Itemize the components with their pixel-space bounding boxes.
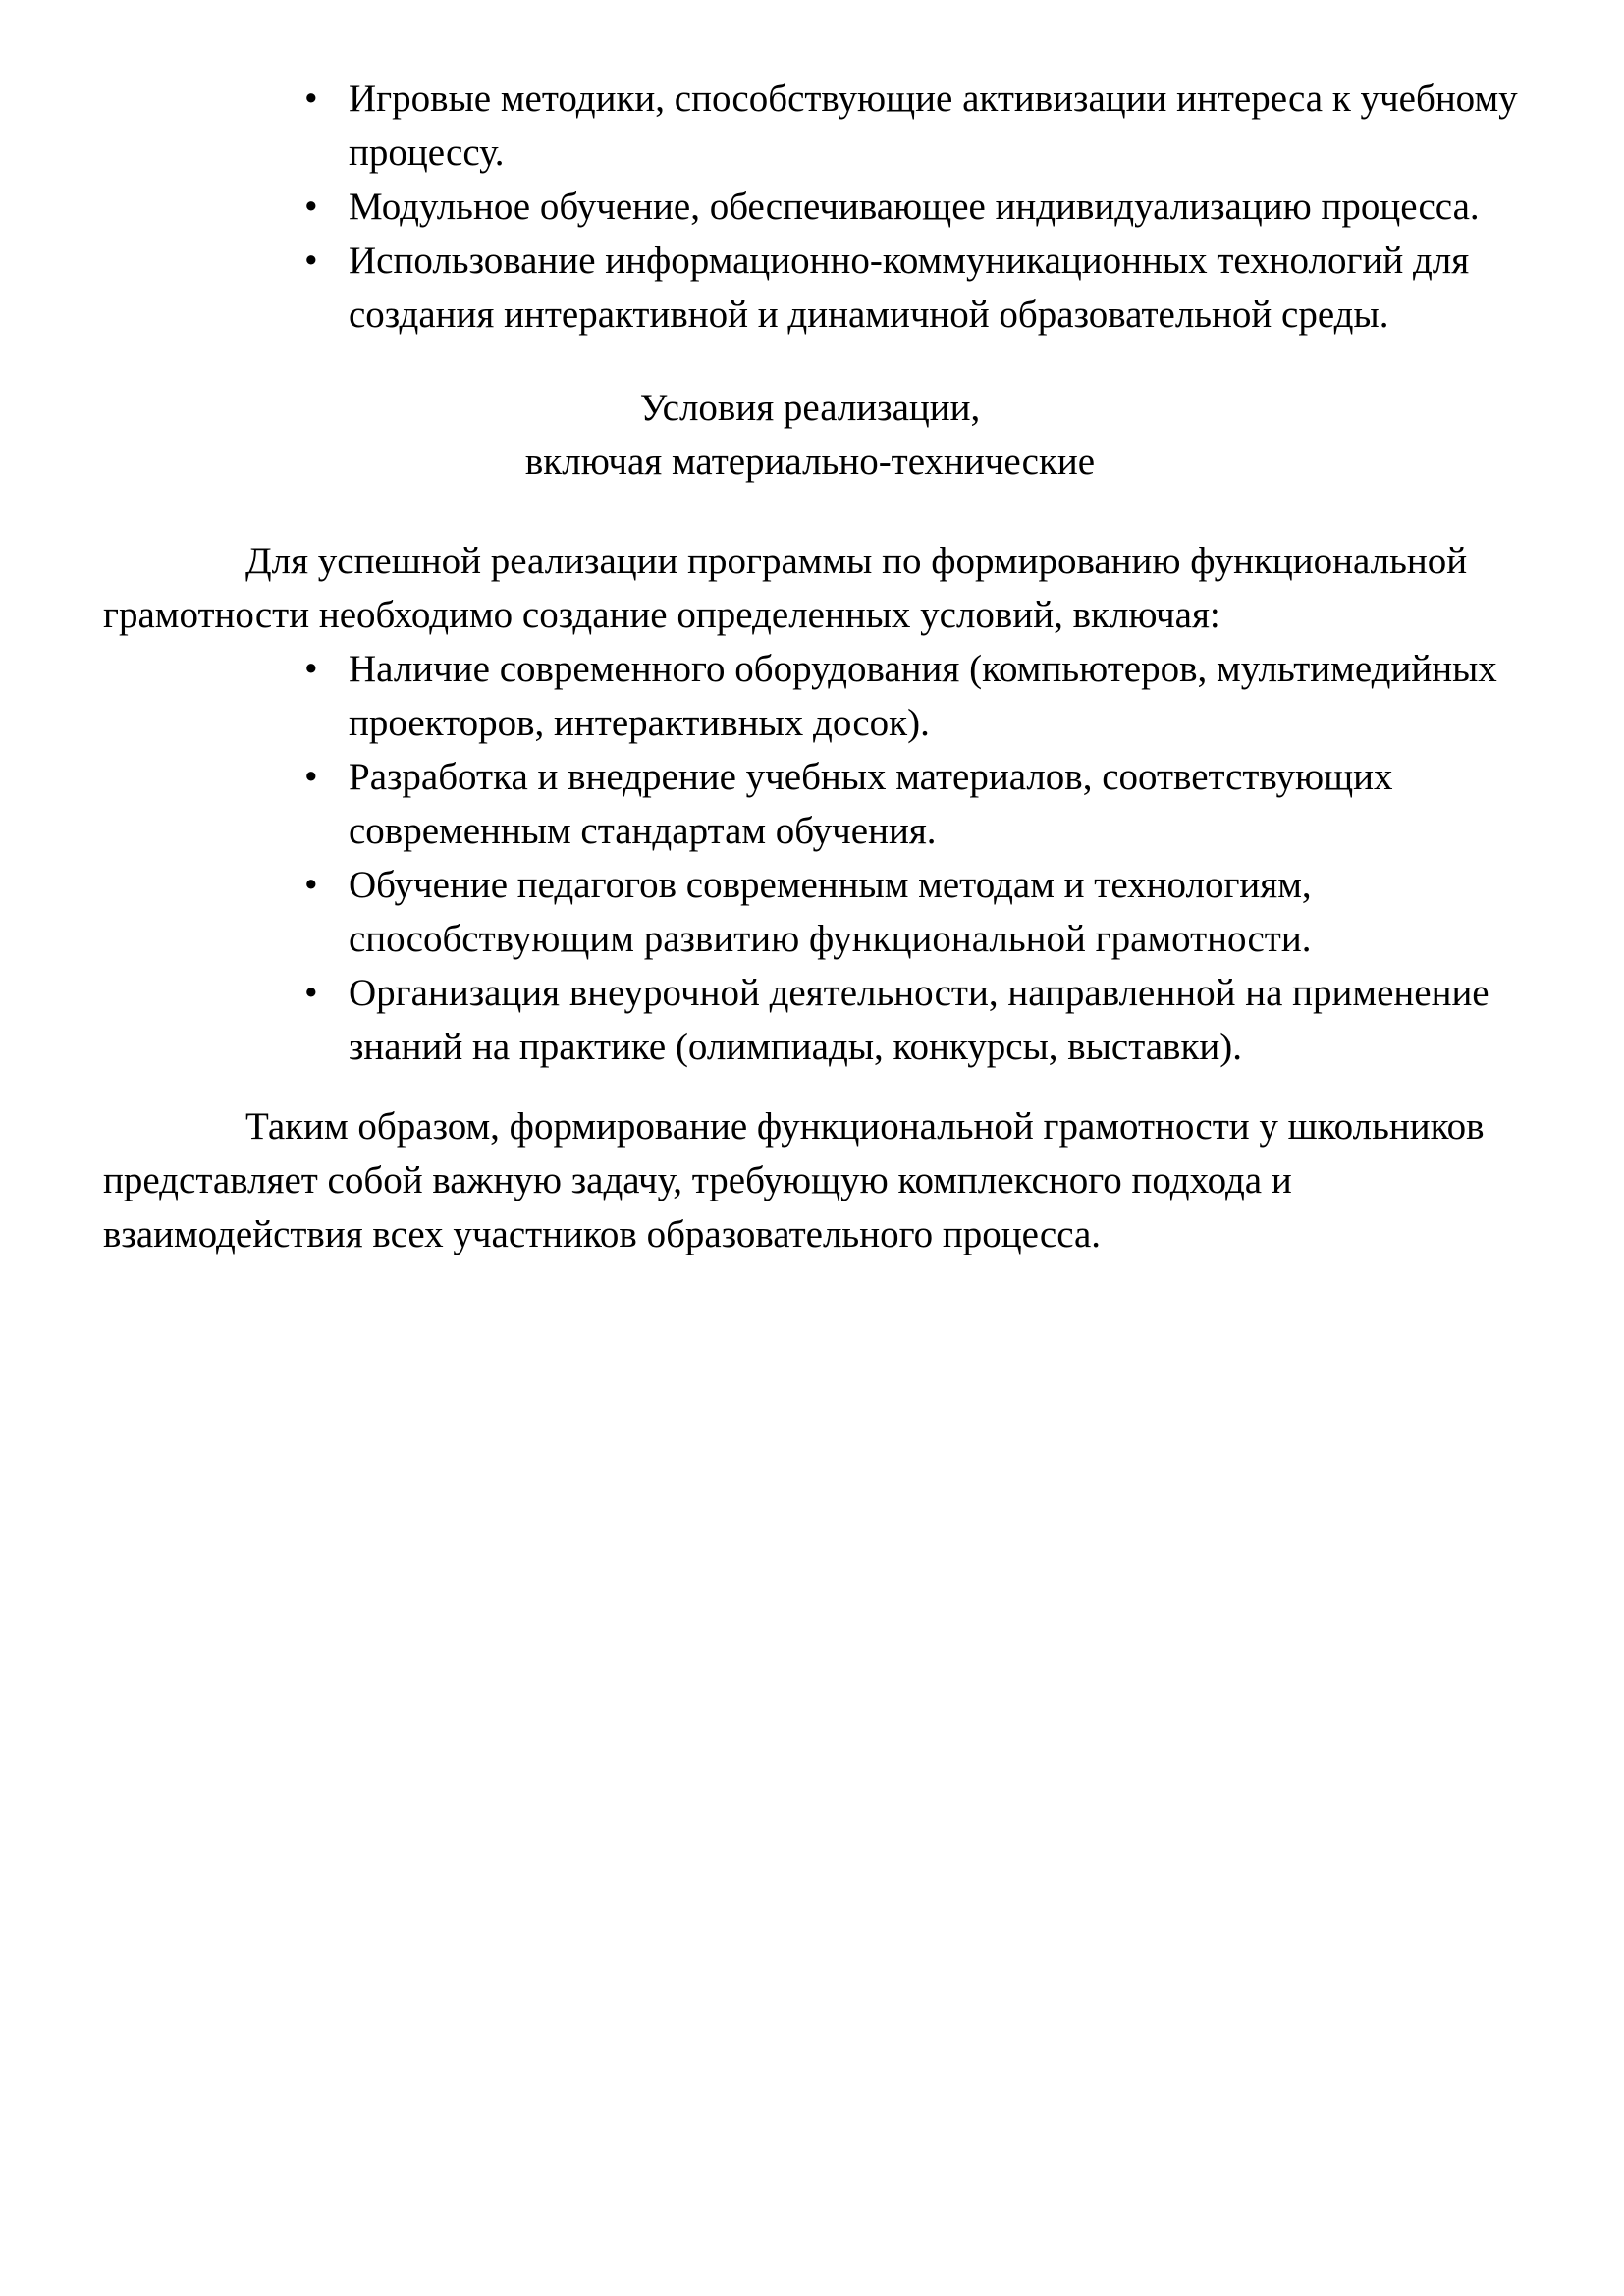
bullet-icon: • — [304, 756, 318, 798]
bullet-list-methods — [103, 72, 1517, 342]
bullet-list-conditions — [103, 642, 1517, 1074]
paragraph-line: представляет собой важную задачу, требующую комплексного подхода и — [103, 1159, 1292, 1201]
list-item-line: создания интерактивной и динамичной образовательной среды. — [349, 294, 1389, 336]
list-item — [103, 750, 1517, 858]
paragraph-conditions-intro — [103, 534, 1517, 642]
bullet-icon: • — [304, 864, 318, 906]
bullet-icon: • — [304, 240, 318, 282]
list-item — [103, 234, 1517, 342]
bullet-icon: • — [304, 972, 318, 1014]
bullet-icon: • — [304, 186, 318, 228]
section-heading-line: Условия реализации, — [639, 387, 981, 429]
list-item-line: знаний на практике (олимпиады, конкурсы, выставки). — [349, 1026, 1243, 1068]
list-item — [103, 642, 1517, 750]
paragraph-line: Для успешной реализации программы по формированию функциональной — [245, 540, 1468, 582]
list-item-line: Организация внеурочной деятельности, направленной на применение — [349, 972, 1489, 1014]
list-item-line: Обучение педагогов современным методам и технологиям, — [349, 864, 1312, 906]
list-item-line: Разработка и внедрение учебных материалов, соответствующих — [349, 756, 1393, 798]
list-item — [103, 858, 1517, 966]
list-item-line: процессу. — [349, 132, 505, 174]
list-item-line: Модульное обучение, обеспечивающее индивидуализацию процесса. — [349, 186, 1480, 228]
list-item-line: Игровые методики, способствующие активизации интереса к учебному — [349, 78, 1518, 120]
paragraph-conclusion — [103, 1099, 1517, 1261]
paragraph-line: взаимодействия всех участников образовательного процесса. — [103, 1213, 1102, 1255]
paragraph-line: Таким образом, формирование функциональной грамотности у школьников — [245, 1105, 1485, 1148]
list-item — [103, 72, 1517, 180]
list-item-line: современным стандартам обучения. — [349, 810, 937, 852]
section-heading-line: включая материально-технические — [524, 441, 1096, 483]
bullet-icon: • — [304, 648, 318, 690]
list-item-line: Использование информационно-коммуникационных технологий для — [349, 240, 1470, 282]
paragraph-line: грамотности необходимо создание определенных условий, включая: — [103, 594, 1220, 636]
list-item — [103, 966, 1517, 1074]
list-item — [103, 180, 1517, 234]
list-item-line: проекторов, интерактивных досок). — [349, 702, 930, 744]
bullet-icon: • — [304, 78, 318, 120]
section-heading — [103, 381, 1517, 489]
list-item-line: Наличие современного оборудования (компьютеров, мультимедийных — [349, 648, 1497, 690]
list-item-line: способствующим развитию функциональной грамотности. — [349, 918, 1312, 960]
document-page — [103, 72, 1517, 1261]
